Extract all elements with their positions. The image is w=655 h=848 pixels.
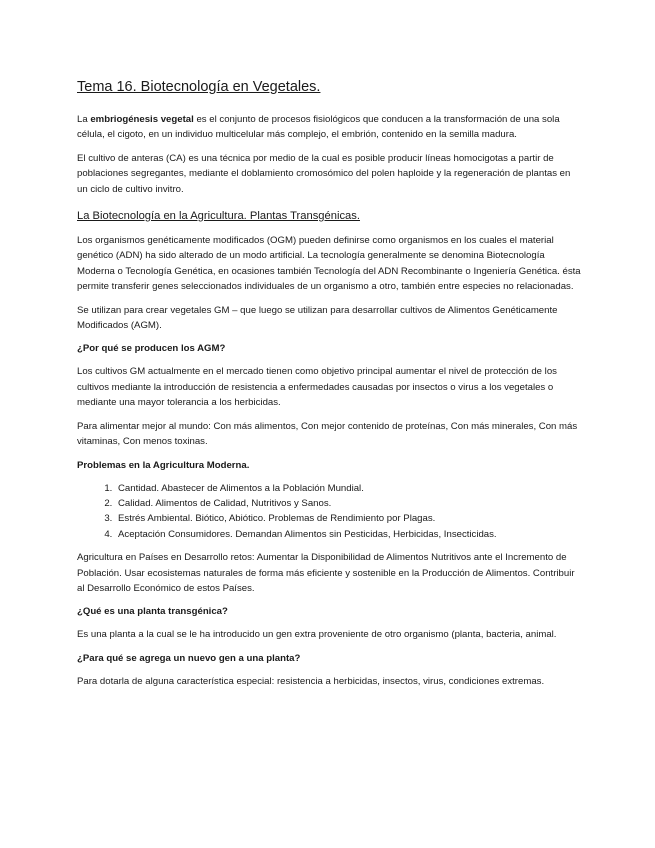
question-heading-new-gene: ¿Para qué se agrega un nuevo gen a una planta? (77, 652, 301, 664)
intro-p1-prefix: La (77, 114, 91, 125)
q3-paragraph: Para dotarla de alguna característica especial: resistencia a herbicidas, insectos, virus, condiciones extremas. (77, 675, 545, 687)
intro-p1-rest: es el conjunto de procesos fisiológicos que conducen a la transformación de una sola célula, el cigoto, en un individuo multicelular más complejo, el embrión, contenido en la semilla madura. (77, 114, 560, 141)
intro-paragraph-1 (77, 112, 582, 143)
intro-paragraph-2: El cultivo de anteras (CA) es una técnica por medio de la cual es posible producir líneas homocigotas a partir de poblaciones segregantes, mediante el doblamiento cromosómico del polen haploide y la regeneración de plantas en un ciclo de cultivo invitro. (77, 152, 571, 195)
document-page (77, 78, 582, 697)
section1-paragraph-1: Los organismos genéticamente modificados (OGM) pueden definirse como organismos en los cuales el material genético (ADN) ha sido alterado de un modo artificial. La tecnología generalmente se denomina Biotecnología Moderna o Tecnología Genética, en ocasiones también Tecnología del ADN Recombinante o Ingeniería Genética. ésta permite transferir genes seleccionados individuales de un organismo a otro, también entre especies no relacionadas. (77, 235, 581, 293)
problems-heading: Problemas en la Agricultura Moderna. (77, 459, 250, 471)
q1-paragraph-2: Para alimentar mejor al mundo: Con más alimentos, Con mejor contenido de proteínas, Con más minerales, Con más vitaminas, Con menos toxinas. (77, 420, 578, 448)
question-heading-why-agm: ¿Por qué se producen los AGM? (77, 343, 226, 355)
section1-paragraph-2: Se utilizan para crear vegetales GM – que luego se utilizan para desarrollar cultivos de Alimentos Genéticamente Modificados (AGM). (77, 304, 558, 332)
question-heading-transgenic-plant: ¿Qué es una planta transgénica? (77, 606, 228, 618)
list-item: 4. Aceptación Consumidores. Demandan Alimentos sin Pesticidas, Herbicidas, Insecticidas. (115, 527, 582, 542)
list-item: 3. Estrés Ambiental. Biótico, Abiótico. Problemas de Rendimiento por Plagas. (115, 511, 582, 526)
list-item: 1. Cantidad. Abastecer de Alimentos a la Población Mundial. (115, 481, 582, 496)
section-heading-biotech-agriculture: La Biotecnología en la Agricultura. Plantas Transgénicas. (77, 210, 360, 223)
q2-paragraph: Es una planta a la cual se le ha introducido un gen extra proveniente de otro organismo (planta, bacteria, animal. (77, 629, 557, 641)
problems-list (77, 481, 582, 543)
list-item: 2. Calidad. Alimentos de Calidad, Nutritivos y Sanos. (115, 496, 582, 511)
page-title: Tema 16. Biotecnología en Vegetales. (77, 79, 321, 95)
intro-p1-bold-term: embriogénesis vegetal (90, 114, 194, 125)
problems-paragraph: Agricultura en Países en Desarrollo retos: Aumentar la Disponibilidad de Alimentos Nutritivos ante el Incremento de Población. Usar ecosistemas naturales de forma más eficiente y sostenible en la Producción de Alimentos. Contribuir al Desarrollo Económico de estos Países. (77, 552, 575, 594)
q1-paragraph-1: Los cultivos GM actualmente en el mercado tienen como objetivo principal aumentar el nivel de protección de los cultivos mediante la introducción de resistencia a enfermedades causadas por insectos o virus a los vegetales o mediante una mayor tolerancia a los herbicidas. (77, 366, 557, 409)
